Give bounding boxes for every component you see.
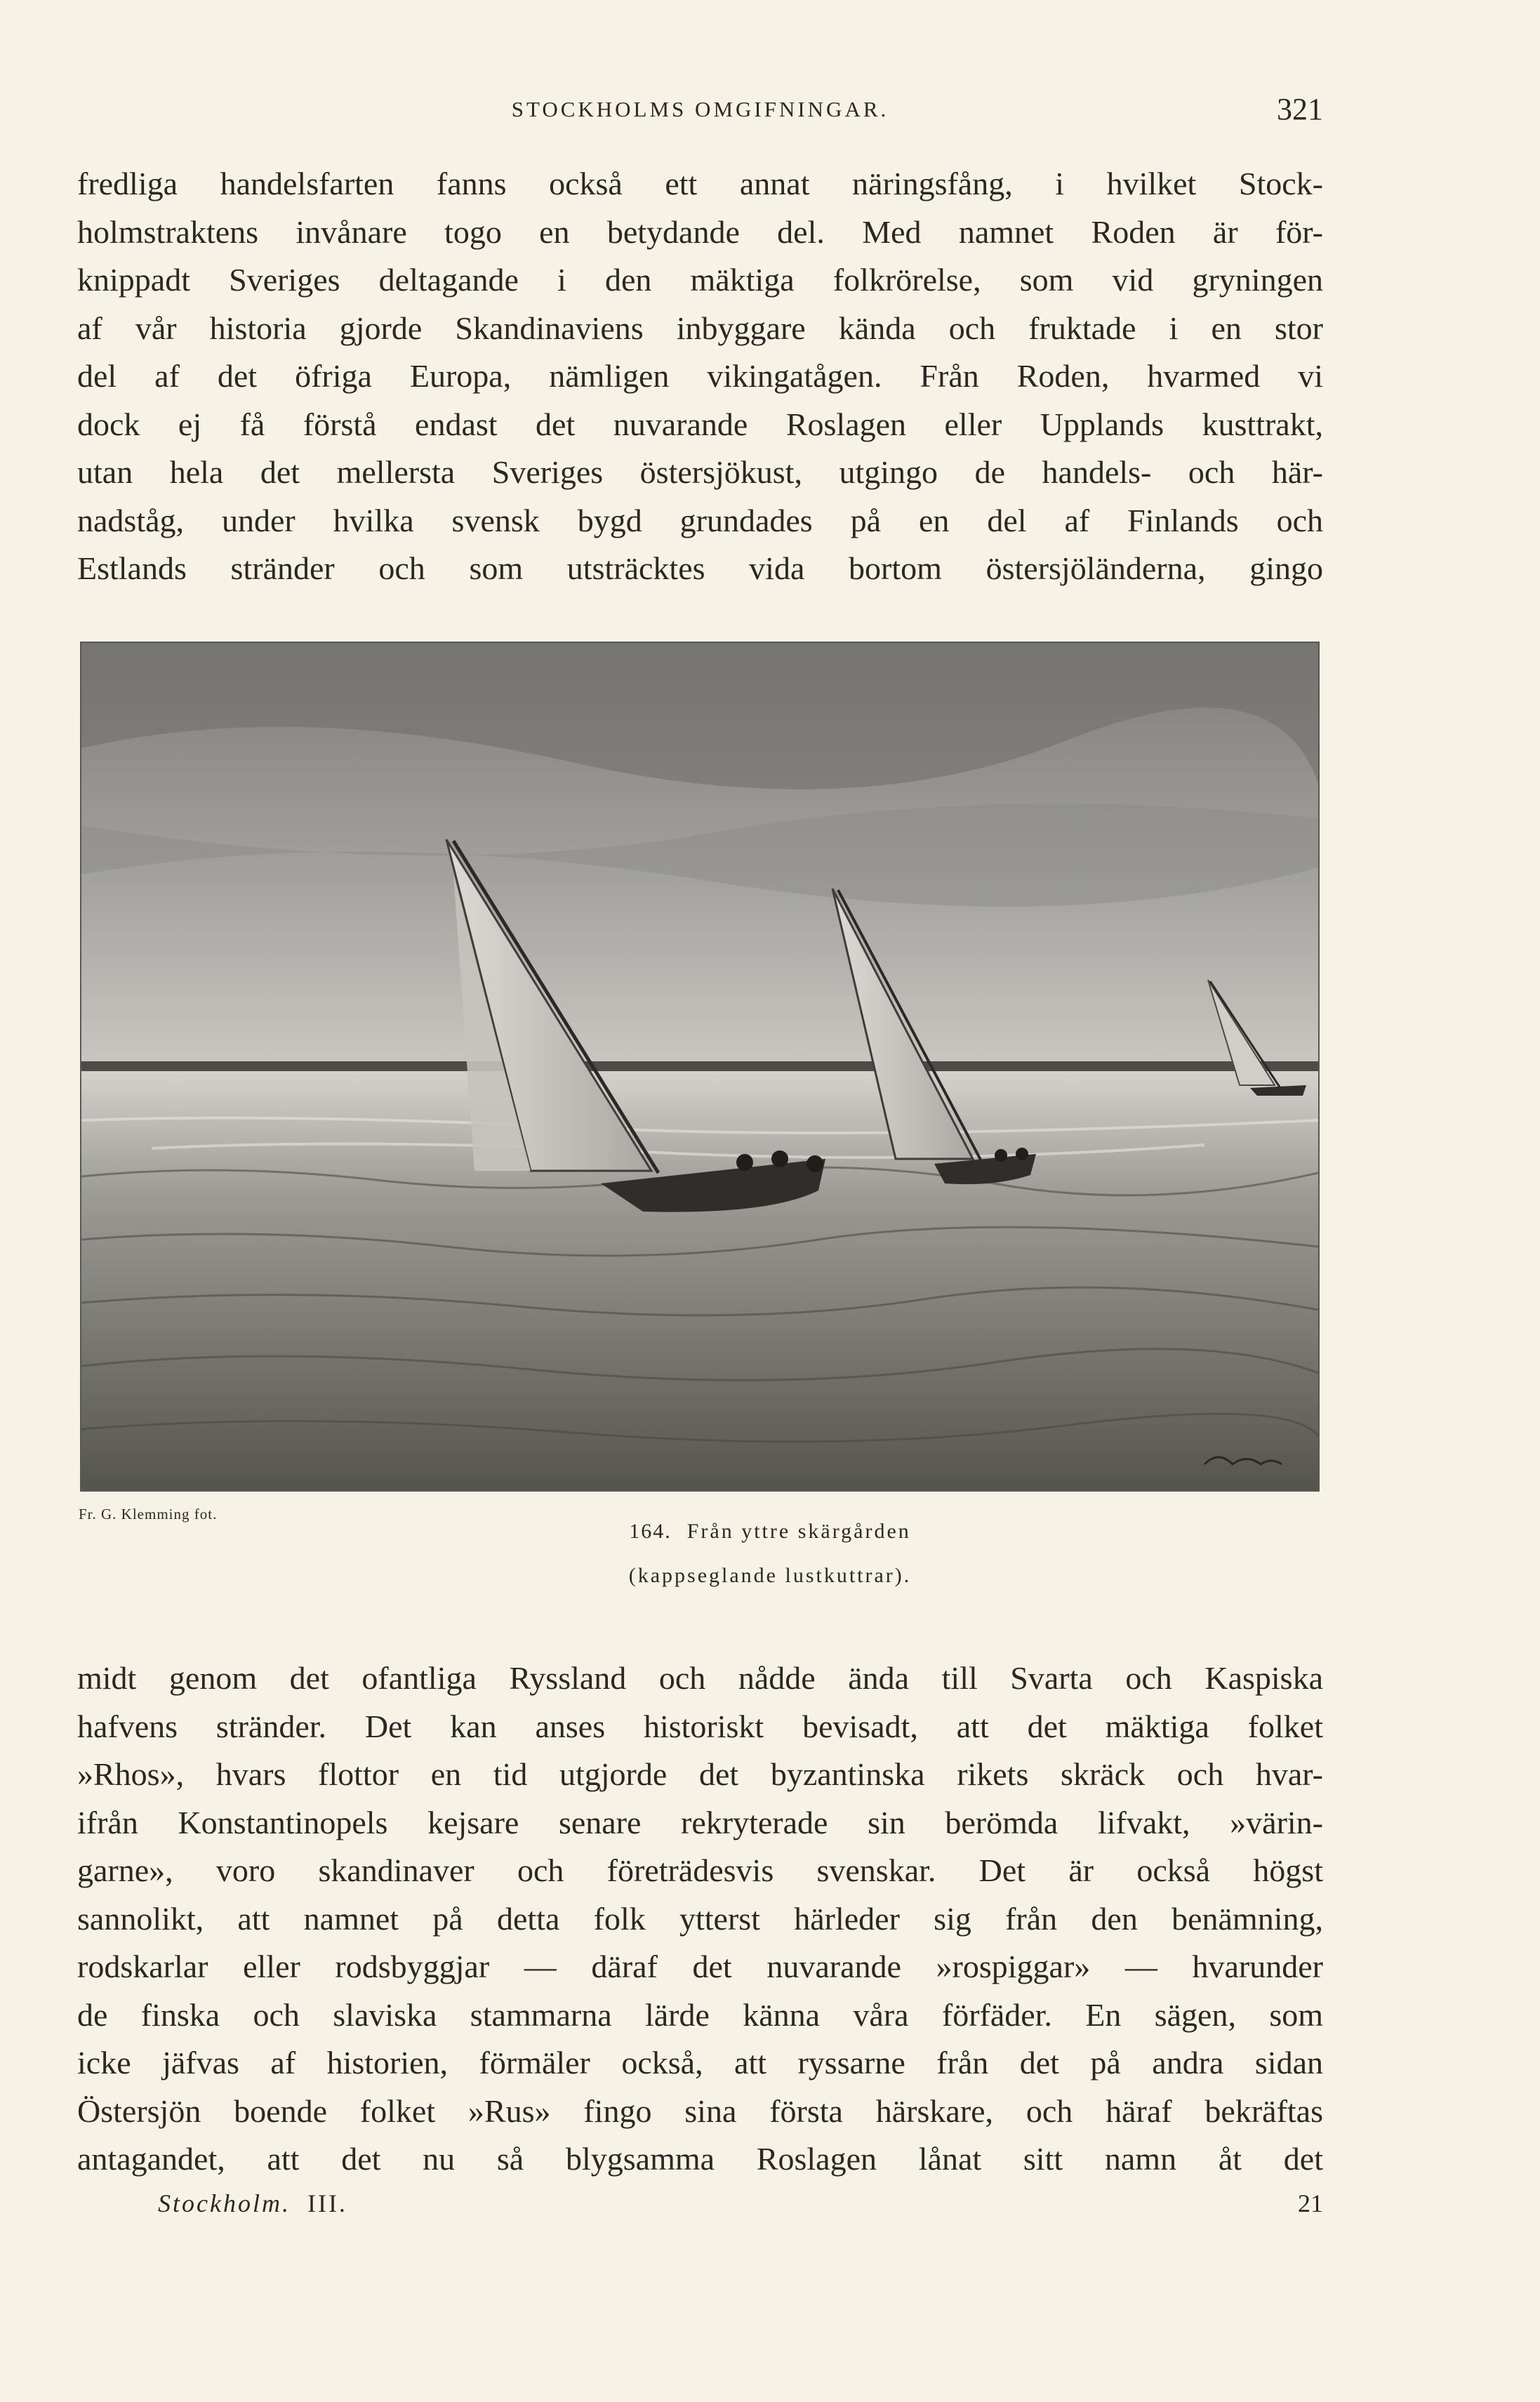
body-text-top	[77, 160, 1323, 593]
photo-credit: Fr. G. Klemming fot.	[79, 1506, 218, 1522]
signature-number: 21	[1298, 2189, 1323, 2217]
signature-title: Stockholm.	[158, 2189, 291, 2217]
text-line: antagandet, att det nu så blygsamma Roslagen lånat sitt namn åt det	[77, 2141, 1323, 2177]
sailing-photograph	[80, 642, 1320, 1492]
page-number: 321	[1277, 92, 1323, 126]
text-line: Estlands stränder och som utsträcktes vida bortom östersjöländerna, gingo	[77, 550, 1323, 586]
running-title: STOCKHOLMS OMGIFNINGAR.	[511, 97, 889, 121]
text-line: knippadt Sveriges deltagande i den mäktiga folkrörelse, som vid gryningen	[77, 262, 1323, 298]
sea	[81, 1071, 1318, 1490]
signature-volume: III.	[307, 2189, 347, 2217]
printer-signature	[158, 2189, 347, 2218]
sailboats-illustration	[81, 643, 1318, 1490]
running-head	[77, 92, 1323, 132]
text-line: icke jäfvas af historien, förmäler också, att ryssarne från det på andra sidan	[77, 2045, 1323, 2081]
text-line: del af det öfriga Europa, nämligen vikingatågen. Från Roden, hvarmed vi	[77, 358, 1323, 394]
figure-caption-line1: Från yttre skärgården	[686, 1520, 911, 1543]
horizon-shoreline	[81, 1061, 1318, 1071]
text-line: holmstraktens invånare togo en betydande del. Med namnet Roden är för-	[77, 213, 1323, 250]
text-line: sannolikt, att namnet på detta folk ytterst härleder sig från den benämning,	[77, 1900, 1323, 1937]
figure-caption	[0, 1520, 1540, 1544]
text-line: fredliga handelsfarten fanns också ett annat näringsfång, i hvilket Stock-	[77, 166, 1323, 201]
text-line: ifrån Konstantinopels kejsare senare rekryterade sin berömda lifvakt, »värin-	[77, 1804, 1323, 1840]
body-text-bottom	[77, 1654, 1323, 2184]
text-line: af vår historia gjorde Skandinaviens inbyggare kända och fruktade i en stor	[77, 310, 1323, 346]
text-line: de finska och slaviska stammarna lärde känna våra förfäder. En sägen, som	[77, 1996, 1323, 2033]
text-line: midt genom det ofantliga Ryssland och nådde ända till Svarta och Kaspiska	[77, 1660, 1323, 1696]
text-line: Östersjön boende folket »Rus» fingo sina första härskare, och häraf bekräftas	[77, 2092, 1323, 2129]
text-line: rodskarlar eller rodsbyggjar — däraf det nuvarande »rospiggar» — hvarunder	[77, 1949, 1323, 1984]
figure-caption-line2: (kappseglande lustkuttrar).	[628, 1564, 912, 1587]
page-footer	[77, 2189, 1323, 2224]
text-line: nadståg, under hvilka svensk bygd grundades på en del af Finlands och	[77, 502, 1323, 538]
text-line: dock ej få förstå endast det nuvarande Roslagen eller Upplands kusttrakt,	[77, 406, 1323, 442]
figure-number: 164.	[629, 1520, 672, 1543]
text-line: garne», voro skandinaver och företrädesvis svenskar. Det är också högst	[77, 1852, 1323, 1888]
text-line: »Rhos», hvars flottor en tid utgjorde det byzantinska rikets skräck och hvar-	[77, 1756, 1323, 1792]
text-line: utan hela det mellersta Sveriges östersjökust, utgingo de handels- och här-	[77, 454, 1323, 490]
text-line: hafvens stränder. Det kan anses historiskt bevisadt, att det mäktiga folket	[77, 1708, 1323, 1744]
